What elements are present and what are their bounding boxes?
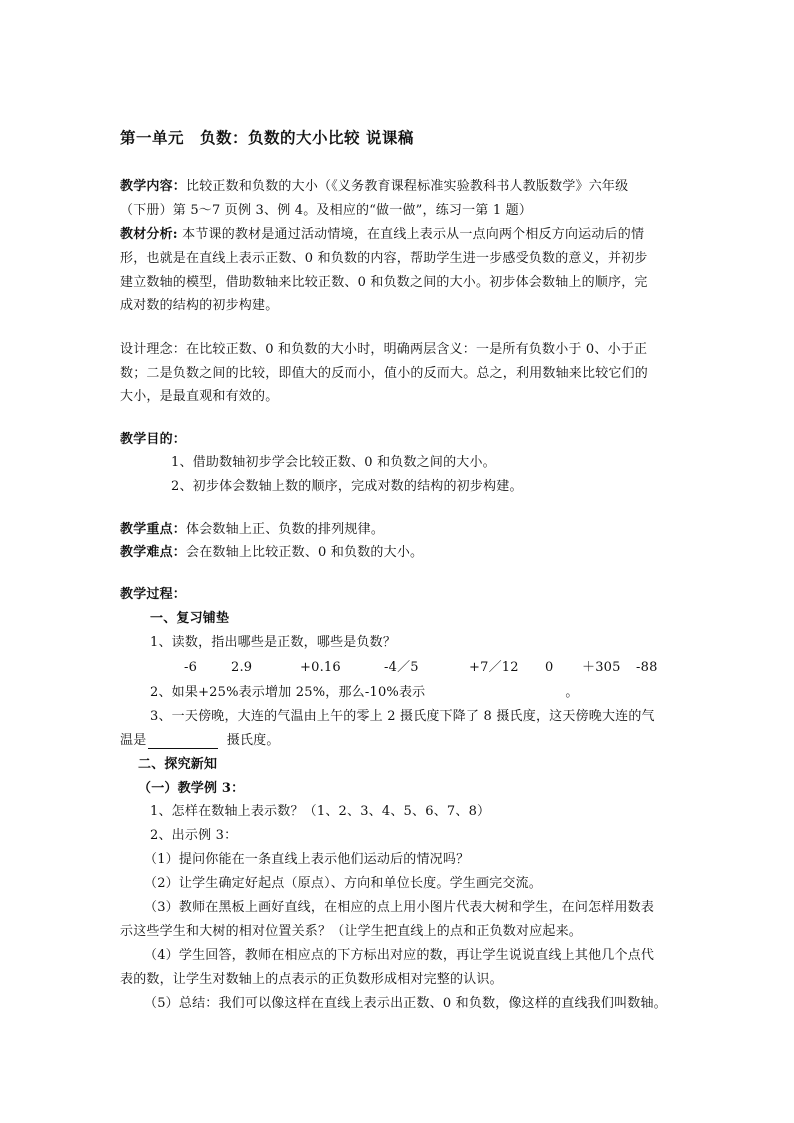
number-item: -6	[184, 660, 198, 675]
concept-line-3: 大小，是最直观和有效的。	[120, 389, 279, 404]
document-title: 第一单元 负数：负数的大小比较 说课稿	[120, 128, 414, 147]
number-item: -4／5	[384, 660, 419, 675]
number-item: 0	[545, 660, 554, 675]
key-point-label: 教学重点：	[120, 522, 187, 537]
number-item: -88	[636, 660, 658, 675]
q2-text: 2、如果+25%表示增加 25%，那么-10%表示	[150, 685, 426, 700]
content-line-1	[120, 179, 628, 195]
goal-item-2: 2、初步体会数轴上数的顺序，完成对数的结构的初步构建。	[171, 479, 523, 494]
difficulty-text: 会在数轴上比较正数、0 和负数的大小。	[186, 545, 424, 560]
substep-2: （2）让学生确定好起点（原点）、方向和单位长度。学生画完交流。	[144, 876, 542, 891]
substep-5: （5）总结：我们可以像这样在直线上表示出正数、0 和负数，像这样的直线我们叫数轴。	[144, 996, 667, 1011]
content-line-2: （下册）第 5～7 页例 3、例 4。及相应的“做一做”，练习一第 1 题）	[120, 203, 533, 218]
explore-step-1: 1、怎样在数轴上表示数？（1、2、3、4、5、6、7、8）	[150, 804, 491, 819]
review-question-1: 1、读数，指出哪些是正数，哪些是负数？	[150, 635, 397, 650]
content-text-1: 比较正数和负数的大小（《义务教育课程标准实验教科书人教版数学》六年级	[186, 179, 629, 194]
substep-1: （1）提问你能在一条直线上表示他们运动后的情况吗？	[144, 852, 470, 867]
number-item: +0.16	[300, 660, 341, 675]
key-point-text: 体会数轴上正、负数的排列规律。	[186, 522, 385, 537]
process-label: 教学过程：	[120, 587, 187, 602]
concept-line-2: 数；二是负数之间的比较，即值大的反而小，值小的反而大。总之，利用数轴来比较它们的	[120, 366, 649, 381]
example-heading: （一）教学例 3：	[138, 781, 245, 796]
explore-step-2: 2、出示例 3：	[150, 828, 238, 843]
analysis-line-4: 成对数的结构的初步构建。	[120, 298, 279, 313]
key-point-line	[120, 522, 384, 538]
number-item: ＋305	[582, 660, 621, 675]
concept-line-1: 设计理念：在比较正数、0 和负数的大小时，明确两层含义：一是所有负数小于 0、小于正	[120, 342, 648, 357]
analysis-line-3: 建立数轴的模型，借助数轴来比较正数、0 和负数之间的大小。初步体会数轴上的顺序，完	[120, 275, 648, 290]
explore-heading: 二、探究新知	[138, 757, 218, 772]
number-item: +7／12	[469, 660, 519, 675]
difficulty-line	[120, 545, 423, 561]
review-question-3-line-2	[120, 733, 280, 749]
goal-item-1: 1、借助数轴初步学会比较正数、0 和负数之间的大小。	[171, 455, 496, 470]
substep-3-line-2: 示这些学生和大树的相对位置关系？（让学生把直线上的点和正负数对应起来。	[120, 924, 583, 939]
substep-3-line-1: （3）教师在黑板上画好直线，在相应的点上用小图片代表大树和学生，在问怎样用数表	[144, 900, 655, 915]
analysis-line-1	[120, 227, 644, 243]
q3-end: 摄氏度。	[222, 733, 280, 748]
analysis-line-2: 形，也就是在直线上表示正数、0 和负数的内容，帮助学生进一步感受负数的意义，并初步	[120, 251, 648, 266]
analysis-label: 教材分析:	[120, 227, 178, 242]
q2-end: 。	[565, 685, 579, 700]
review-question-3-line-1: 3、一天傍晚，大连的气温由上午的零上 2 摄氏度下降了 8 摄氏度，这天傍晚大连的气	[150, 709, 655, 724]
substep-4-line-1: （4）学生回答，教师在相应点的下方标出对应的数，再让学生说说直线上其他几个点代	[144, 948, 655, 963]
analysis-text-1: 本节课的教材是通过活动情境，在直线上表示从一点向两个相反方向运动后的情	[177, 227, 645, 242]
number-item: 2.9	[231, 660, 253, 675]
content-label: 教学内容：	[120, 179, 187, 194]
q3-answer-blank[interactable]	[148, 735, 218, 749]
q3-text: 温是	[120, 733, 147, 748]
goals-label: 教学目的：	[120, 432, 187, 447]
substep-4-line-2: 表的数，让学生对数轴上的点表示的正负数形成相对完整的认识。	[120, 972, 503, 987]
review-heading: 一、复习铺垫	[150, 611, 230, 626]
review-question-2	[150, 685, 579, 701]
difficulty-label: 教学难点：	[120, 545, 187, 560]
